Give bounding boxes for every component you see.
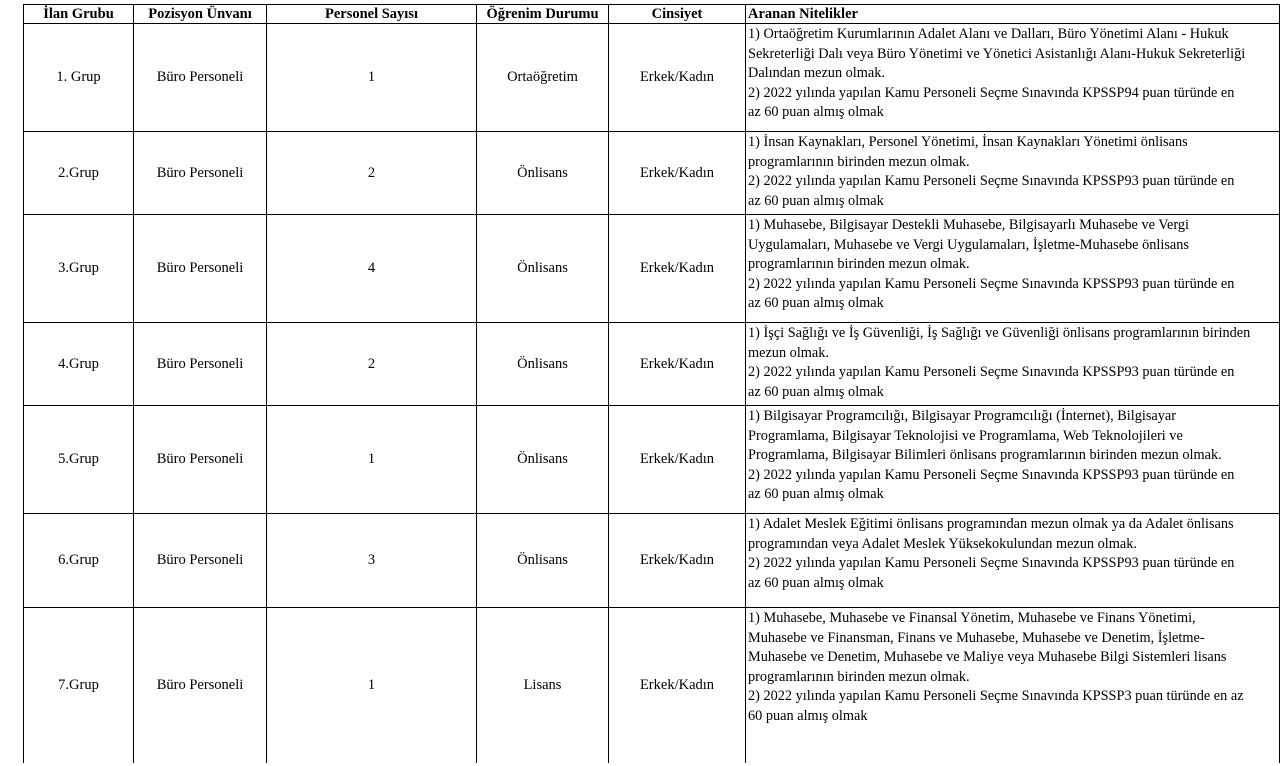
requirement-line: programlarının birinden mezun olmak. (748, 668, 970, 685)
requirement-line: Dalından mezun olmak. (748, 65, 885, 81)
cell-ogrenim-durumu: Önlisans (477, 215, 609, 323)
cell-ilan-grubu: 2.Grup (24, 132, 134, 215)
requirement-line: programından veya Adalet Meslek Yüksekokulundan mezun olmak. (748, 535, 1137, 552)
cell-cinsiyet: Erkek/Kadın (609, 215, 746, 323)
cell-aranan-nitelikler (746, 514, 1280, 608)
requirement-line: Sekreterliği Dalı veya Büro Yönetimi ve Yönetici Asistanlığı Alanı-Hukuk Sekreterliği (748, 45, 1246, 62)
requirement-line: 2) 2022 yılında yapılan Kamu Personeli Seçme Sınavında KPSSP94 puan türünde en (748, 84, 1235, 101)
cell-aranan-nitelikler (746, 406, 1280, 514)
header-ogrenim-durumu: Öğrenim Durumu (477, 5, 609, 24)
header-pozisyon-unvani: Pozisyon Ünvanı (134, 5, 267, 24)
requirement-line: programlarının birinden mezun olmak. (748, 153, 970, 170)
table-row (24, 514, 1280, 608)
requirement-line: az 60 puan almış olmak (748, 486, 884, 502)
requirement-line: az 60 puan almış olmak (748, 574, 884, 591)
requirement-line: 2) 2022 yılında yapılan Kamu Personeli Seçme Sınavında KPSSP93 puan türünde en (748, 173, 1235, 189)
cell-personel-sayisi: 1 (267, 24, 477, 132)
requirement-line: mezun olmak. (748, 344, 829, 361)
header-personel-sayisi: Personel Sayısı (267, 5, 477, 24)
cell-cinsiyet: Erkek/Kadın (609, 323, 746, 406)
cell-aranan-nitelikler (746, 323, 1280, 406)
cell-personel-sayisi: 2 (267, 323, 477, 406)
table-row (24, 132, 1280, 215)
cell-ilan-grubu: 6.Grup (24, 514, 134, 608)
requirement-line: 1) Adalet Meslek Eğitimi önlisans programından mezun olmak ya da Adalet önlisans (748, 516, 1234, 532)
requirement-line: 2) 2022 yılında yapılan Kamu Personeli Seçme Sınavında KPSSP3 puan türünde en az (748, 688, 1244, 704)
cell-personel-sayisi: 4 (267, 215, 477, 323)
cell-cinsiyet: Erkek/Kadın (609, 24, 746, 132)
requirement-line: az 60 puan almış olmak (748, 104, 884, 120)
header-ilan-grubu: İlan Grubu (24, 5, 134, 24)
requirement-line: 2) 2022 yılında yapılan Kamu Personeli Seçme Sınavında KPSSP93 puan türünde en (748, 555, 1235, 571)
table-row (24, 323, 1280, 406)
cell-pozisyon-unvani: Büro Personeli (134, 406, 267, 514)
cell-personel-sayisi: 2 (267, 132, 477, 215)
cell-ilan-grubu: 1. Grup (24, 24, 134, 132)
cell-ogrenim-durumu: Önlisans (477, 406, 609, 514)
requirement-line: az 60 puan almış olmak (748, 295, 884, 311)
cell-cinsiyet: Erkek/Kadın (609, 406, 746, 514)
requirement-line: programlarının birinden mezun olmak. (748, 256, 970, 272)
requirement-line: 2) 2022 yılında yapılan Kamu Personeli Seçme Sınavında KPSSP93 puan türünde en (748, 275, 1235, 292)
cell-personel-sayisi: 1 (267, 608, 477, 763)
cell-cinsiyet: Erkek/Kadın (609, 132, 746, 215)
requirement-line: az 60 puan almış olmak (748, 383, 884, 400)
cell-ogrenim-durumu: Önlisans (477, 323, 609, 406)
cell-ilan-grubu: 3.Grup (24, 215, 134, 323)
table-row (24, 406, 1280, 514)
table-row (24, 608, 1280, 763)
cell-ilan-grubu: 4.Grup (24, 323, 134, 406)
cell-pozisyon-unvani: Büro Personeli (134, 24, 267, 132)
requirement-line: 2) 2022 yılında yapılan Kamu Personeli Seçme Sınavında KPSSP93 puan türünde en (748, 466, 1235, 483)
cell-pozisyon-unvani: Büro Personeli (134, 323, 267, 406)
cell-cinsiyet: Erkek/Kadın (609, 514, 746, 608)
cell-cinsiyet: Erkek/Kadın (609, 608, 746, 763)
cell-ilan-grubu: 5.Grup (24, 406, 134, 514)
cell-pozisyon-unvani: Büro Personeli (134, 514, 267, 608)
cell-ogrenim-durumu: Önlisans (477, 132, 609, 215)
requirement-line: Muhasebe ve Denetim, Muhasebe ve Maliye veya Muhasebe Bilgi Sistemleri lisans (748, 649, 1227, 665)
table-row (24, 24, 1280, 132)
cell-aranan-nitelikler (746, 608, 1280, 763)
table-row (24, 215, 1280, 323)
cell-ogrenim-durumu: Lisans (477, 608, 609, 763)
header-cinsiyet: Cinsiyet (609, 5, 746, 24)
cell-personel-sayisi: 3 (267, 514, 477, 608)
cell-ilan-grubu: 7.Grup (24, 608, 134, 763)
requirement-line: Muhasebe ve Finansman, Finans ve Muhasebe, Muhasebe ve Denetim, İşletme- (748, 629, 1205, 646)
requirement-line: 1) Muhasebe, Bilgisayar Destekli Muhasebe, Bilgisayarlı Muhasebe ve Vergi (748, 217, 1189, 233)
cell-personel-sayisi: 1 (267, 406, 477, 514)
table-header-row (24, 5, 1280, 24)
cell-aranan-nitelikler (746, 24, 1280, 132)
cell-ogrenim-durumu: Ortaöğretim (477, 24, 609, 132)
cell-pozisyon-unvani: Büro Personeli (134, 215, 267, 323)
header-aranan-nitelikler: Aranan Nitelikler (746, 5, 1280, 24)
requirement-line: az 60 puan almış olmak (748, 192, 884, 209)
cell-aranan-nitelikler (746, 215, 1280, 323)
cell-pozisyon-unvani: Büro Personeli (134, 608, 267, 763)
requirement-line: Uygulamaları, Muhasebe ve Vergi Uygulamaları, İşletme-Muhasebe önlisans (748, 236, 1189, 253)
cell-pozisyon-unvani: Büro Personeli (134, 132, 267, 215)
requirement-line: 2) 2022 yılında yapılan Kamu Personeli Seçme Sınavında KPSSP93 puan türünde en (748, 364, 1235, 380)
requirement-line: 1) Muhasebe, Muhasebe ve Finansal Yönetim, Muhasebe ve Finans Yönetimi, (748, 610, 1196, 626)
requirement-line: 1) İşçi Sağlığı ve İş Güvenliği, İş Sağlığı ve Güvenliği önlisans programlarının birinden (748, 325, 1251, 341)
cell-aranan-nitelikler (746, 132, 1280, 215)
requirement-line: 1) İnsan Kaynakları, Personel Yönetimi, İnsan Kaynakları Yönetimi önlisans (748, 134, 1188, 150)
cell-ogrenim-durumu: Önlisans (477, 514, 609, 608)
recruitment-table (23, 4, 1280, 763)
requirement-line: 60 puan almış olmak (748, 707, 868, 724)
requirement-line: Programlama, Bilgisayar Teknolojisi ve Programlama, Web Teknolojileri ve (748, 427, 1183, 444)
requirement-line: 1) Bilgisayar Programcılığı, Bilgisayar Programcılığı (İnternet), Bilgisayar (748, 408, 1177, 424)
table-body (24, 24, 1280, 763)
requirement-line: 1) Ortaöğretim Kurumlarının Adalet Alanı ve Dalları, Büro Yönetimi Alanı - Hukuk (748, 26, 1229, 42)
requirement-line: Programlama, Bilgisayar Bilimleri önlisans programlarının birinden mezun olmak. (748, 447, 1222, 463)
